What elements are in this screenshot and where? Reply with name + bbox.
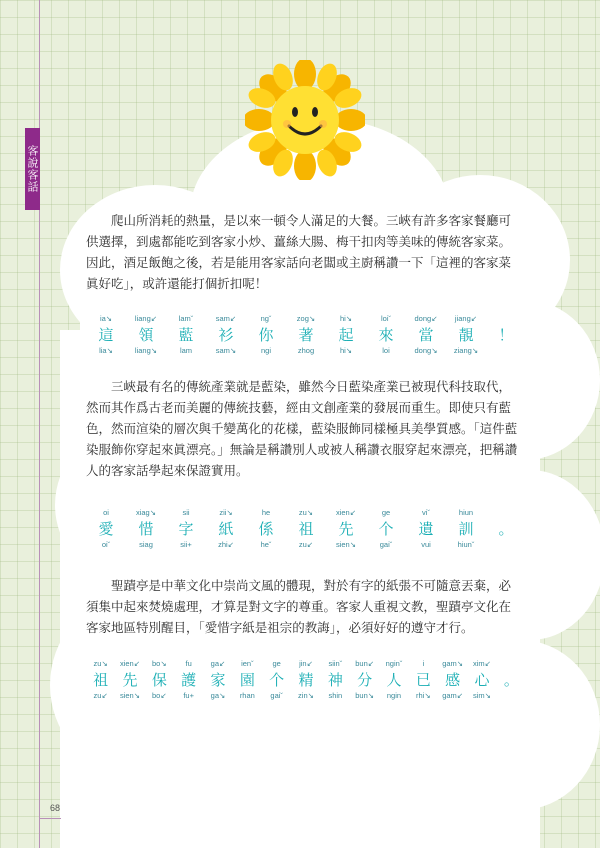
pinyin-top: xiag↘ — [135, 508, 157, 517]
ruby-cell — [262, 659, 291, 701]
pinyin-bottom: he˘ — [260, 540, 272, 549]
pinyin-top: ge — [381, 508, 391, 517]
pinyin-bottom: siag — [139, 540, 153, 549]
hanzi: 護 — [181, 671, 197, 689]
hanzi: 字 — [178, 520, 194, 538]
hanzi: 遺 — [418, 520, 434, 538]
hanzi: 保 — [151, 671, 167, 689]
ruby-cell — [321, 659, 350, 701]
hanzi: 愛 — [98, 520, 114, 538]
pinyin-bottom: sien↘ — [335, 540, 357, 549]
pinyin-bottom: zu↙ — [298, 540, 314, 549]
hanzi: 心 — [474, 671, 490, 689]
ruby-cell — [379, 659, 408, 701]
pinyin-bottom: sam↘ — [215, 346, 237, 355]
pinyin-top — [505, 314, 507, 324]
pinyin-top: vi˘ — [422, 508, 430, 517]
hanzi: 分 — [357, 671, 373, 689]
pinyin-bottom: bun↘ — [355, 691, 375, 700]
pinyin-bottom: ngin — [386, 691, 402, 700]
pinyin-bottom: dong↘ — [414, 346, 438, 355]
paragraph-3: 聖蹟亭是中華文化中崇尚文風的體現，對於有字的紙張不可隨意丟棄，必須集中起來焚燒處理，才算是對文字的尊重。客家人重視文教，聖蹟亭文化在客家地區特別醒目，「愛惜字紙是祖宗的教誨」，必須好好的遵守才行。 — [86, 578, 512, 635]
pinyin-top: dong↙ — [414, 314, 438, 323]
page-number: 68 — [50, 803, 61, 813]
sun-illustration — [245, 60, 365, 180]
hanzi: 係 — [258, 520, 274, 538]
hanzi: 精 — [298, 671, 314, 689]
hanzi: 个 — [378, 520, 394, 538]
pinyin-top — [510, 659, 512, 669]
pinyin-top: hi↘ — [339, 314, 353, 323]
ruby-cell — [326, 314, 366, 356]
ruby-cell — [366, 314, 406, 356]
pinyin-bottom — [505, 346, 507, 356]
hanzi: 已 — [415, 671, 431, 689]
ruby-cell — [206, 314, 246, 356]
pinyin-bottom: fu+ — [183, 691, 194, 700]
pinyin-bottom: liang↘ — [134, 346, 158, 355]
pinyin-bottom: rhi↘ — [416, 691, 431, 700]
ruby-cell — [145, 659, 174, 701]
pinyin-top: ien˘ — [241, 659, 254, 668]
pinyin-top: ngin˘ — [385, 659, 403, 668]
pinyin-bottom: vui — [421, 540, 431, 549]
pinyin-bottom: gam↙ — [442, 691, 464, 700]
ruby-cell — [438, 659, 467, 701]
pinyin-bottom: gai˘ — [270, 691, 283, 700]
hanzi: 衫 — [218, 326, 234, 344]
pinyin-bottom: zin↘ — [298, 691, 314, 700]
ruby-cell — [86, 508, 126, 550]
pinyin-top: zu↘ — [93, 659, 108, 668]
ruby-cell — [486, 314, 526, 356]
hanzi: 个 — [269, 671, 285, 689]
pinyin-top: jiang↙ — [454, 314, 478, 323]
pinyin-top: xien↙ — [119, 659, 141, 668]
pinyin-top: xien↙ — [335, 508, 357, 517]
pinyin-bottom: sim↘ — [473, 691, 491, 700]
hanzi: 著 — [298, 326, 314, 344]
hanzi: 家 — [210, 671, 226, 689]
hanzi: 。 — [503, 671, 519, 689]
ruby-cell — [246, 508, 286, 550]
ruby-cell — [446, 314, 486, 356]
pinyin-top: xim↙ — [473, 659, 491, 668]
hanzi: 先 — [338, 520, 354, 538]
ruby-cell — [166, 314, 206, 356]
pinyin-top: jin↙ — [299, 659, 313, 668]
pinyin-bottom: shin — [328, 691, 343, 700]
ruby-cell — [366, 508, 406, 550]
ruby-cell — [291, 659, 320, 701]
pinyin-top: zu↘ — [298, 508, 314, 517]
pinyin-top — [505, 508, 507, 518]
hanzi: 領 — [138, 326, 154, 344]
hanzi: 你 — [258, 326, 274, 344]
ruby-cell — [350, 659, 379, 701]
ruby-cell — [174, 659, 203, 701]
pinyin-bottom: ziang↘ — [453, 346, 479, 355]
ruby-cell — [286, 508, 326, 550]
pinyin-top: ia↘ — [99, 314, 113, 323]
phrase-1 — [86, 314, 526, 356]
pinyin-bottom — [510, 691, 512, 701]
phrase-2 — [86, 508, 526, 550]
pinyin-top: siin˘ — [328, 659, 343, 668]
pinyin-top: zog↘ — [296, 314, 316, 323]
pinyin-bottom: ngi — [260, 346, 271, 355]
hanzi: 園 — [239, 671, 255, 689]
ruby-cell — [409, 659, 438, 701]
hanzi: 。 — [498, 520, 514, 538]
pinyin-top: he — [261, 508, 271, 517]
hanzi: 當 — [418, 326, 434, 344]
pinyin-bottom: sien↘ — [119, 691, 141, 700]
pinyin-top: bo↘ — [152, 659, 167, 668]
pinyin-bottom: gai˘ — [379, 540, 393, 549]
pinyin-bottom: lia↘ — [99, 346, 113, 355]
pinyin-bottom — [505, 540, 507, 550]
phrase-3 — [86, 659, 526, 701]
ruby-cell — [86, 659, 115, 701]
hanzi: 惜 — [138, 520, 154, 538]
pinyin-bottom: rhan — [239, 691, 255, 700]
hanzi: 紙 — [218, 520, 234, 538]
pinyin-bottom: zhog — [297, 346, 315, 355]
pinyin-top: fu — [185, 659, 192, 668]
pinyin-bottom: bo↙ — [152, 691, 167, 700]
pinyin-bottom: hiun˘ — [457, 540, 475, 549]
hanzi: 人 — [386, 671, 402, 689]
pinyin-top: ng˘ — [260, 314, 272, 323]
hanzi: 來 — [378, 326, 394, 344]
ruby-cell — [406, 508, 446, 550]
hanzi: 這 — [98, 326, 114, 344]
ruby-cell — [86, 314, 126, 356]
corner-decoration — [39, 818, 61, 819]
pinyin-top: oi — [103, 508, 109, 517]
pinyin-top: sii — [182, 508, 190, 517]
pinyin-bottom: ga↘ — [210, 691, 226, 700]
hanzi: 藍 — [178, 326, 194, 344]
pinyin-bottom: lam — [179, 346, 193, 355]
pinyin-top: liang↙ — [134, 314, 158, 323]
ruby-cell — [115, 659, 144, 701]
ruby-cell — [203, 659, 232, 701]
ruby-cell — [206, 508, 246, 550]
pinyin-bottom: loi — [382, 346, 390, 355]
ruby-cell — [246, 314, 286, 356]
hanzi: 靚 — [458, 326, 474, 344]
hanzi: 先 — [122, 671, 138, 689]
pinyin-bottom: sii+ — [180, 540, 192, 549]
ruby-cell — [486, 508, 526, 550]
pinyin-bottom: zu↙ — [93, 691, 108, 700]
ruby-cell — [326, 508, 366, 550]
section-tab: 客說客話 — [25, 128, 40, 210]
ruby-cell — [467, 659, 496, 701]
ruby-cell — [233, 659, 262, 701]
paragraph-2: 三峽最有名的傳統產業就是藍染，雖然今日藍染產業已被現代科技取代，然而其作爲古老而美麗的傳統技藝，經由文創產業的發展而重生。即使只有藍色，然而渲染的層次與千變萬化的花樣，藍染服飾同樣極具美學質感。「這件藍染服飾你穿起來眞漂亮。」無論是稱讚別人或被人稱讚衣服穿起來漂亮，把稱讚人的客家話學起來保證實用。 — [86, 379, 518, 478]
ruby-cell — [126, 314, 166, 356]
pinyin-bottom: oi˘ — [101, 540, 111, 549]
pinyin-top: sam↙ — [215, 314, 237, 323]
pinyin-top: ga↙ — [210, 659, 226, 668]
hanzi: ！ — [498, 326, 514, 344]
hanzi: 起 — [338, 326, 354, 344]
pinyin-top: hiun — [458, 508, 474, 517]
paragraph-1: 爬山所消耗的熱量，是以來一頓令人滿足的大餐。三峽有許多客家餐廳可供選擇，到處都能吃到客家小炒、薑絲大腸、梅干扣肉等美味的傳統客家菜。因此，酒足飯飽之後，若是能用客家話向老闆或主廚稱讚一下「這裡的客家菜眞好吃」，或許還能打個折扣呢！ — [86, 213, 512, 291]
pinyin-top: lam˘ — [178, 314, 194, 323]
ruby-cell — [126, 508, 166, 550]
pinyin-top: gam↘ — [442, 659, 464, 668]
pinyin-top: ge — [272, 659, 281, 668]
pinyin-bottom: hi↘ — [339, 346, 353, 355]
ruby-cell — [406, 314, 446, 356]
pinyin-top: i — [422, 659, 425, 668]
hanzi: 神 — [327, 671, 343, 689]
hanzi: 祖 — [93, 671, 109, 689]
pinyin-top: zii↘ — [219, 508, 233, 517]
hanzi: 感 — [445, 671, 461, 689]
pinyin-bottom: zhi↙ — [218, 540, 234, 549]
hanzi: 訓 — [458, 520, 474, 538]
pinyin-top: bun↙ — [355, 659, 375, 668]
ruby-cell — [166, 508, 206, 550]
ruby-cell — [446, 508, 486, 550]
pinyin-top: loi˘ — [380, 314, 391, 323]
ruby-cell — [286, 314, 326, 356]
ruby-cell — [497, 659, 526, 701]
hanzi: 祖 — [298, 520, 314, 538]
